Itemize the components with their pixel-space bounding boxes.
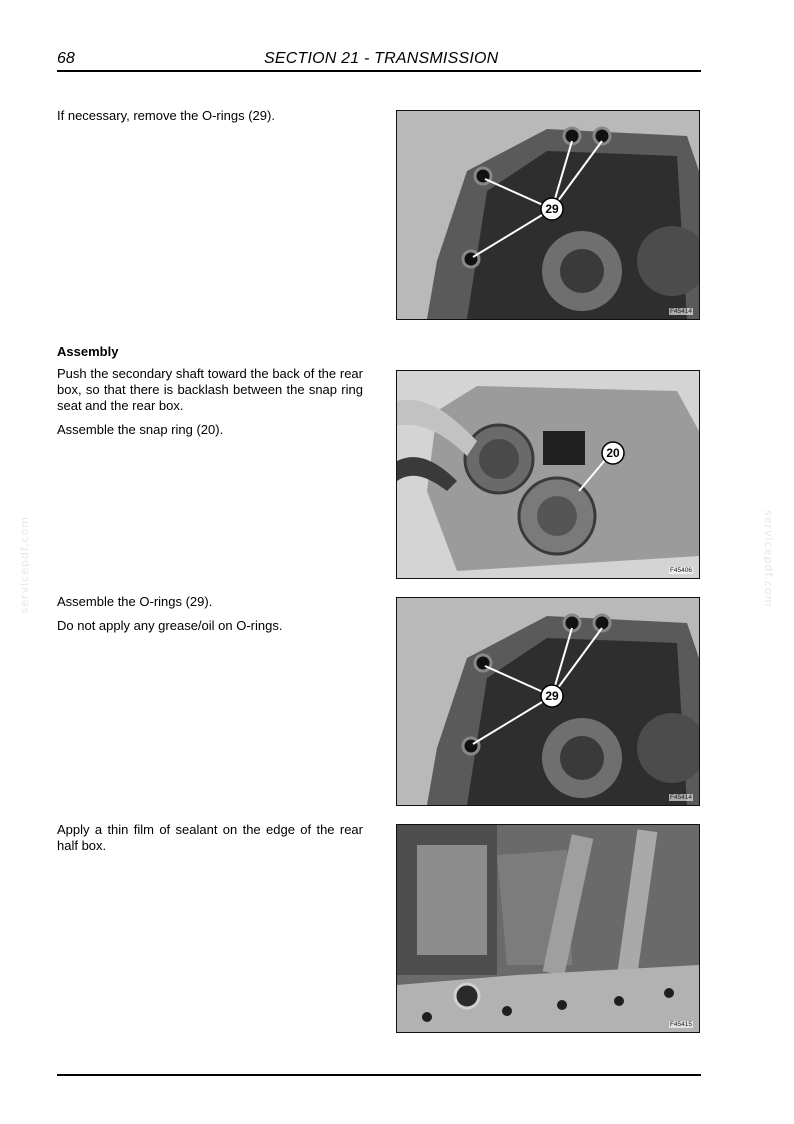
assembly-heading: Assembly: [57, 344, 119, 359]
figure-1-orings-removal: [396, 110, 700, 320]
step-1-paragraph: If necessary, remove the O-rings (29).: [57, 108, 275, 123]
step-2-paragraph-1: Push the secondary shaft toward the back of the rear box, so that there is backlash between the snap ring seat and the rear box.: [57, 366, 363, 413]
figure-4-sealant: [396, 824, 700, 1033]
figure-3-orings-assembly: [396, 597, 700, 806]
figure-code: F45406: [669, 567, 692, 574]
step-4-paragraph: Apply a thin film of sealant on the edge of the rear half box.: [57, 822, 363, 853]
callout-label: 29: [545, 689, 559, 703]
step-3-text: [57, 594, 363, 642]
figure-2-snap-ring: [396, 370, 700, 579]
callout-label: 20: [606, 446, 620, 460]
figure-2-photo: [397, 371, 699, 578]
figure-code: F45414: [669, 794, 692, 801]
header-divider: [57, 70, 701, 72]
step-2-paragraph-2: Assemble the snap ring (20).: [57, 422, 224, 437]
section-title: SECTION 21 - TRANSMISSION: [264, 50, 499, 67]
figure-code: F45414: [669, 308, 692, 315]
step-1-text: [57, 108, 363, 132]
step-2-text: [57, 344, 363, 446]
callout-label: 29: [545, 202, 559, 216]
step-3-paragraph-1: Assemble the O-rings (29).: [57, 594, 213, 609]
watermark-left: servicepdf.com: [18, 516, 31, 614]
figure-3-photo: [397, 598, 699, 805]
figure-1-photo: [397, 111, 699, 319]
figure-4-photo: [397, 825, 699, 1032]
watermark-right: servicepdf.com: [762, 510, 775, 608]
page-number: 68: [57, 50, 75, 67]
figure-code: F45415: [669, 1021, 692, 1028]
footer-divider: [57, 1074, 701, 1076]
step-4-text: [57, 822, 363, 862]
step-3-paragraph-2: Do not apply any grease/oil on O-rings.: [57, 618, 283, 633]
